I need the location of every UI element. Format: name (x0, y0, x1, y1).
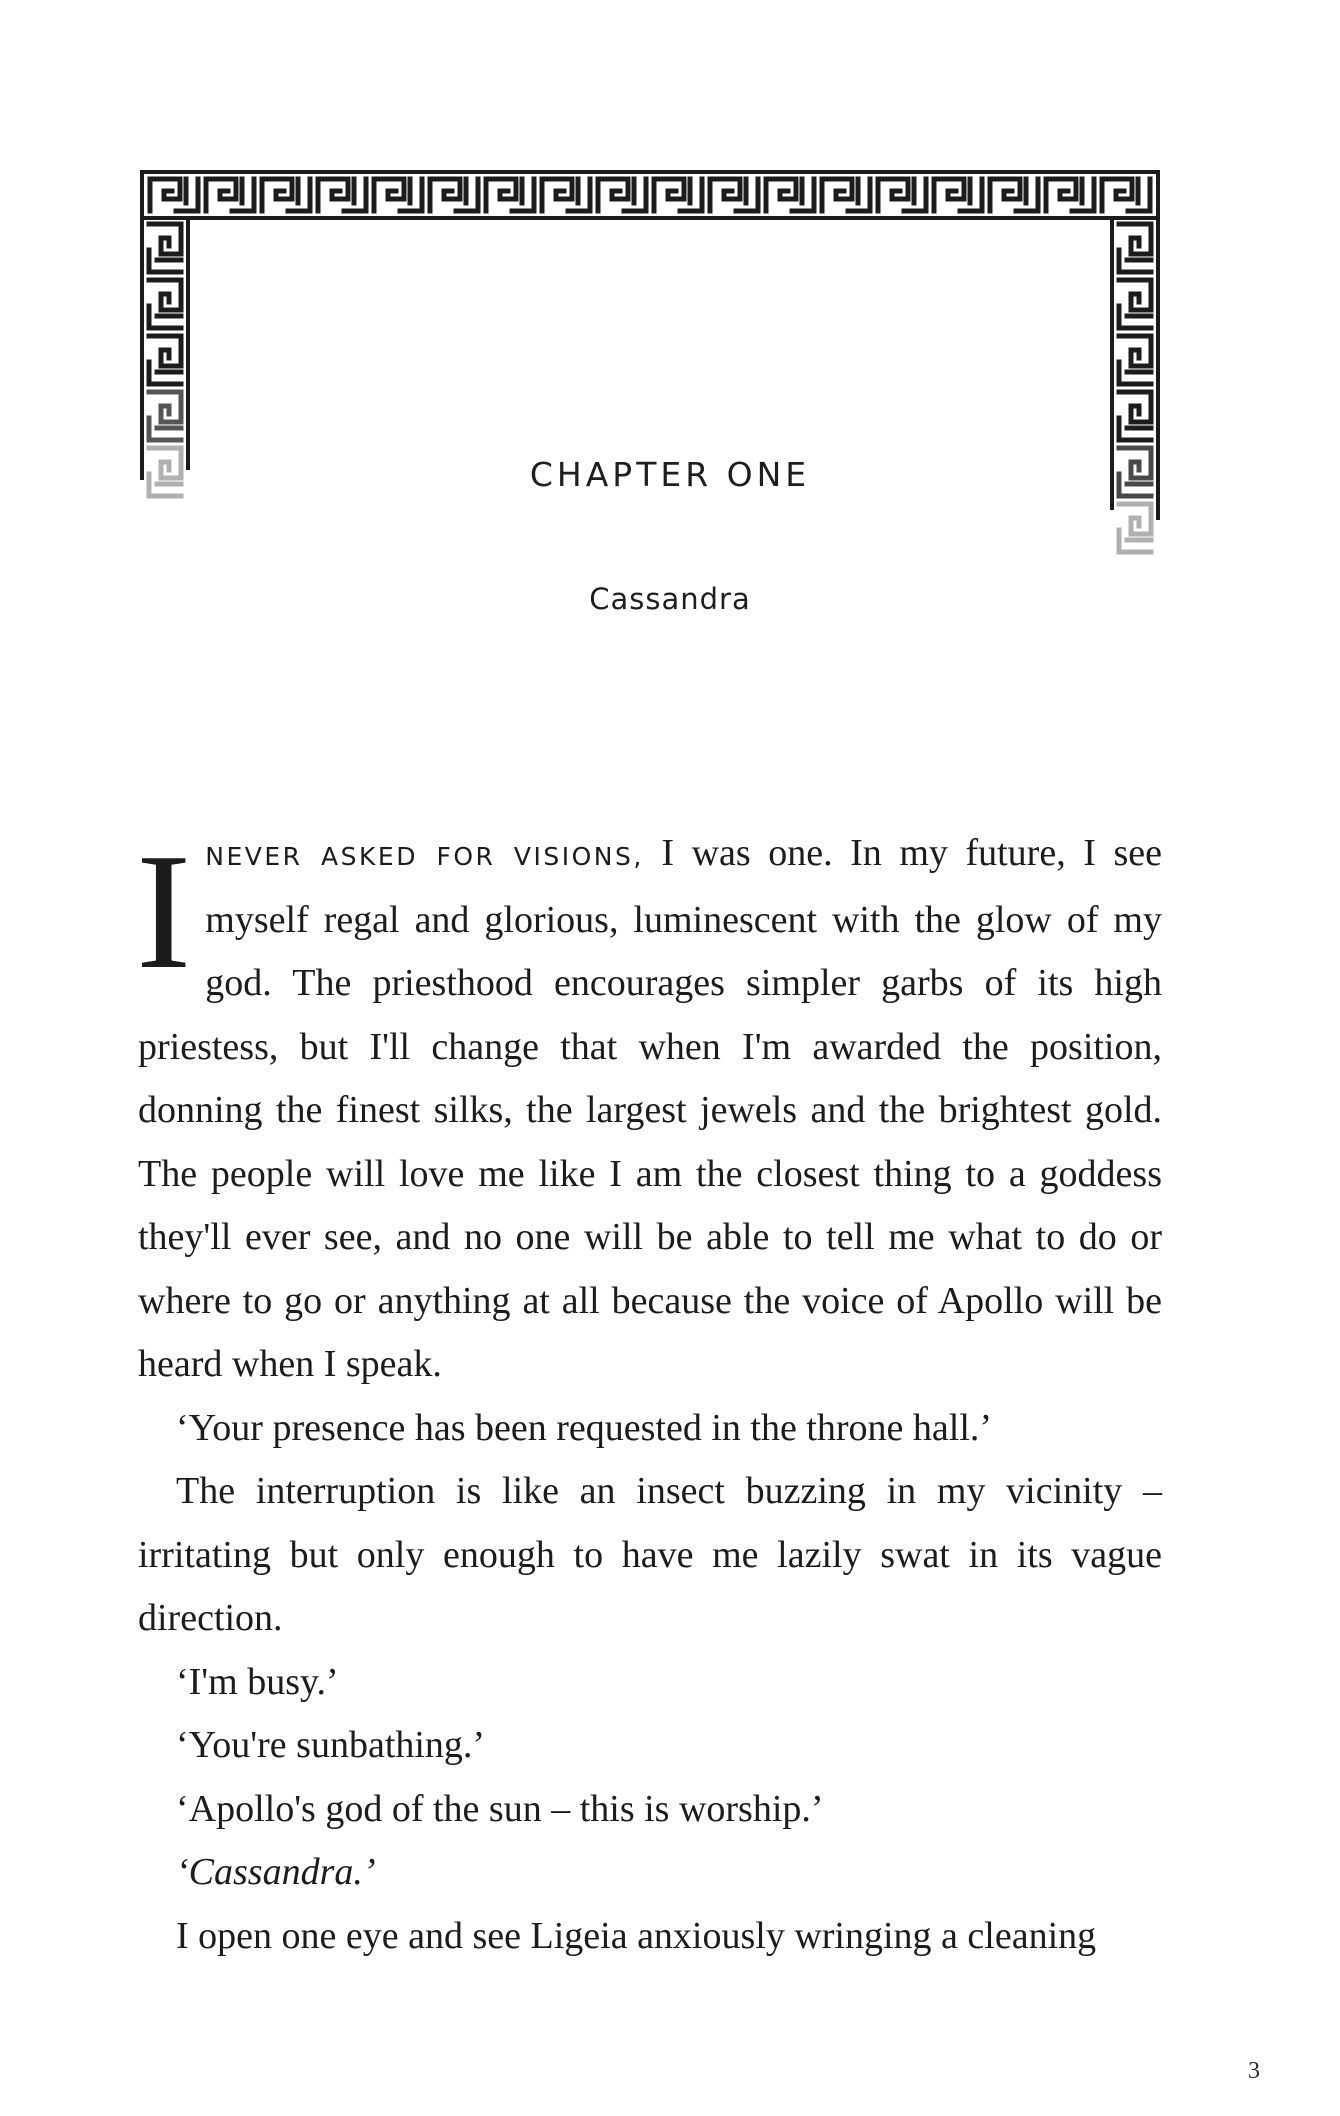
greek-key-border-icon (140, 170, 1160, 570)
paragraph: ‘You're sunbathing.’ (176, 1724, 486, 1766)
chapter-body (136, 819, 1162, 1968)
paragraph-opening-text: I was one. In my future, I see myself regal and glorious, luminescent with the glow of my god. The priesthood encourages simpler garbs of its high priestess, but I'll change that when I'm awarded the position, donning the finest silks, the largest jewels and the brightest gold. The people will love me like I am the closest thing to a goddess they'll ever see, and no one will be able to tell me what to do or where to go or anything at all because the voice of Apollo will be heard when I speak. (138, 832, 1162, 1385)
paragraph-opening (136, 819, 1162, 1397)
paragraph: I open one eye and see Ligeia anxiously wringing a cleaning (176, 1914, 1097, 1957)
page-number: 3 (1248, 2058, 1260, 2084)
paragraph: ‘Your presence has been requested in the throne hall.’ (176, 1406, 993, 1449)
chapter-subtitle: Cassandra (589, 582, 751, 616)
paragraph: ‘Apollo's god of the sun – this is worship.’ (176, 1787, 824, 1830)
paragraph: ‘I'm busy.’ (176, 1660, 339, 1703)
drop-cap: I (136, 819, 192, 1003)
paragraph: ‘Cassandra.’ (176, 1851, 376, 1893)
opening-smallcaps: NEVER ASKED FOR VISIONS, (205, 842, 644, 871)
chapter-heading: CHAPTER ONE (529, 455, 811, 494)
paragraph: The interruption is like an insect buzzing in my vicinity – irritating but only enough to have me lazily swat in its vague direction. (138, 1470, 1162, 1639)
